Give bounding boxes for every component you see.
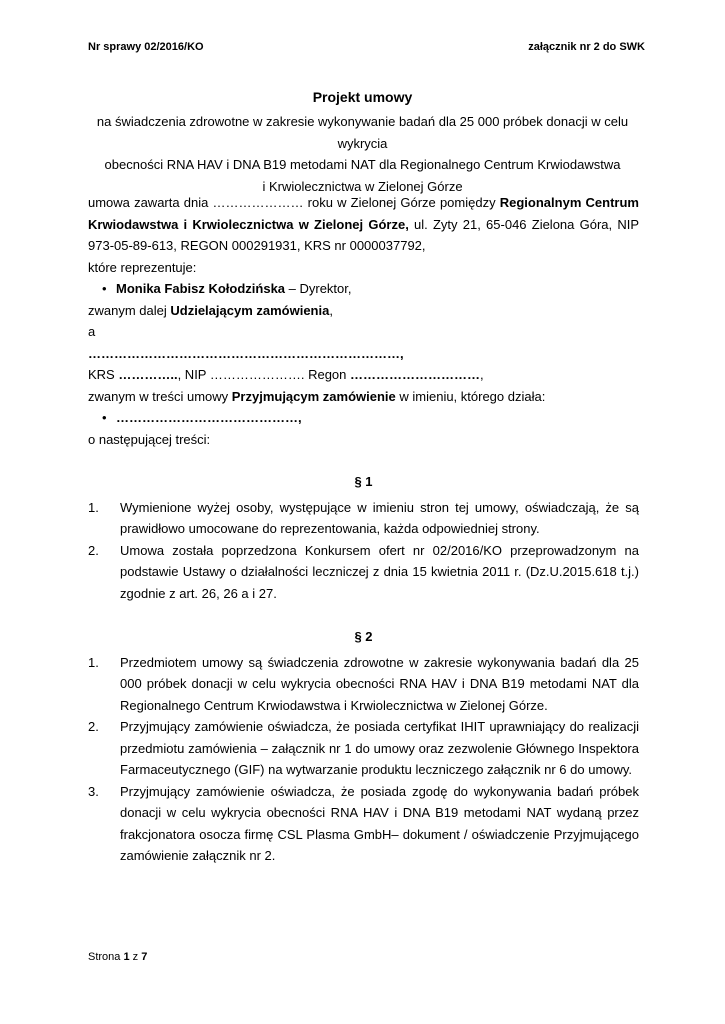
section-1-list (88, 497, 639, 605)
attachment-label: załącznik nr 2 do SWK (528, 41, 645, 53)
director-bullet (88, 278, 639, 300)
regon-suffix: , (480, 367, 484, 382)
section-1-heading: § 1 (354, 474, 373, 489)
bullet-icon: • (102, 281, 107, 296)
case-number: Nr sprawy 02/2016/KO (88, 41, 204, 53)
and-text: a (88, 324, 96, 339)
nip-regon-text: , NIP …………………. Regon (177, 367, 350, 382)
item-text: Przyjmujący zamówienie oświadcza, że posiada zgodę do wykonywania badań próbek donacji w celu wykrycia obecności RNA HAV i DNA B19 metodami NAT wydaną przez frakcjonatora osocza firmę CSL Plasma GmbH– dokument / oświadczenie Przyjmującego zamówienie załącznik nr 2. (120, 783, 639, 863)
contractor-role: Przyjmującym zamówienie (231, 388, 396, 404)
subtitle-line: obecności RNA HAV i DNA B19 metodami NAT dla Regionalnego Centrum Krwiodawstwa (104, 157, 621, 172)
intro-text: umowa zawarta dnia ………………… roku w Zielonej Górze pomiędzy (88, 195, 500, 210)
list-item (88, 781, 639, 867)
item-text: Wymienione wyżej osoby, występujące w imieniu stron tej umowy, oświadczają, że są prawidłowo umocowane do reprezentowania, każda odpowiedniej strony. (120, 499, 639, 536)
page-of: z (129, 951, 142, 963)
contractor-dots: ………………………………………………………………, (88, 345, 404, 361)
item-number: 2. (88, 542, 99, 558)
contractor-called-prefix: zwanym w treści umowy (88, 388, 232, 404)
ordering-party-role: Udzielającym zamówienia (170, 302, 330, 318)
parties-paragraph (88, 192, 639, 257)
item-number: 1. (88, 499, 99, 515)
list-item (88, 652, 639, 717)
represented-by: które reprezentuje: (88, 259, 197, 275)
page-total: 7 (141, 951, 148, 963)
list-item (88, 497, 639, 540)
list-item (88, 716, 639, 781)
item-number: 3. (88, 783, 99, 799)
section-2-heading: § 2 (354, 629, 373, 644)
contractor-registry-line (88, 364, 639, 386)
krs-label: KRS (88, 367, 119, 382)
regon-dots: ………………………… (350, 367, 480, 382)
bullet-icon: • (102, 410, 107, 425)
krs-dots: ………….. (118, 367, 178, 382)
item-number: 2. (88, 719, 99, 734)
page-footer (88, 951, 147, 963)
center-name: Regionalnym Centrum Krwiodawstwa i Krwiolecznictwa w Zielonej Górze, (88, 195, 639, 232)
item-text: Przyjmujący zamówienie oświadcza, że posiada certyfikat IHIT uprawniający do realizacji przedmiotu zamówienia – załącznik nr 1 do umowy oraz zezwolenie Głównego Inspektora Farmaceutycznego (GIF) na wytwarzanie produktu leczniczego załącznik nr 6 do umowy. (120, 719, 639, 777)
subtitle-line: i Krwiolecznictwa w Zielonej Górze (262, 178, 463, 194)
document-body (88, 192, 639, 867)
called-suffix: , (329, 302, 333, 318)
item-number: 1. (88, 654, 99, 670)
director-role: – Dyrektor, (285, 281, 352, 296)
subtitle-line: na świadczenia zdrowotne w zakresie wykonywanie badań dla 25 000 próbek donacji w celu wykrycia (96, 114, 629, 151)
item-text: Przedmiotem umowy są świadczenia zdrowotne w zakresie wykonywania badań dla 25 000 próbek donacji w celu wykrycia obecności RNA HAV i DNA B19 metodami NAT dla Regionalnego Centrum Krwiodawstwa i Krwiolecznictwa w Zielonej Górze. (120, 654, 639, 713)
page-current: 1 (123, 951, 130, 963)
contractor-called-suffix: w imieniu, którego działa: (395, 388, 546, 404)
list-item (88, 540, 639, 605)
section-2-list (88, 652, 639, 867)
document-subtitle (80, 111, 645, 197)
called-prefix: zwanym dalej (88, 302, 171, 318)
following-content: o następującej treści: (88, 431, 211, 447)
document-title: Projekt umowy (312, 89, 413, 105)
representative-bullet (88, 407, 639, 429)
contractor-role-line (88, 386, 639, 408)
contractor-placeholder (88, 343, 639, 365)
representative-dots: ……………………………………, (116, 410, 302, 425)
ordering-party-line (88, 300, 639, 322)
director-name: Monika Fabisz Kołodzińska (116, 281, 286, 296)
item-text: Umowa została poprzedzona Konkursem ofert nr 02/2016/KO przeprowadzonym na podstawie Ustawy o działalności leczniczej z dnia 15 kwietnia 2011 r. (Dz.U.2015.618 t.j.) zgodnie z art. 26, 26 a i 27. (120, 542, 639, 601)
page-label: Strona (88, 951, 124, 963)
center-address: ul. Zyty 21, 65-046 Zielona Góra, NIP 973-05-89-613, REGON 000291931, KRS nr 0000037792, (88, 216, 640, 253)
